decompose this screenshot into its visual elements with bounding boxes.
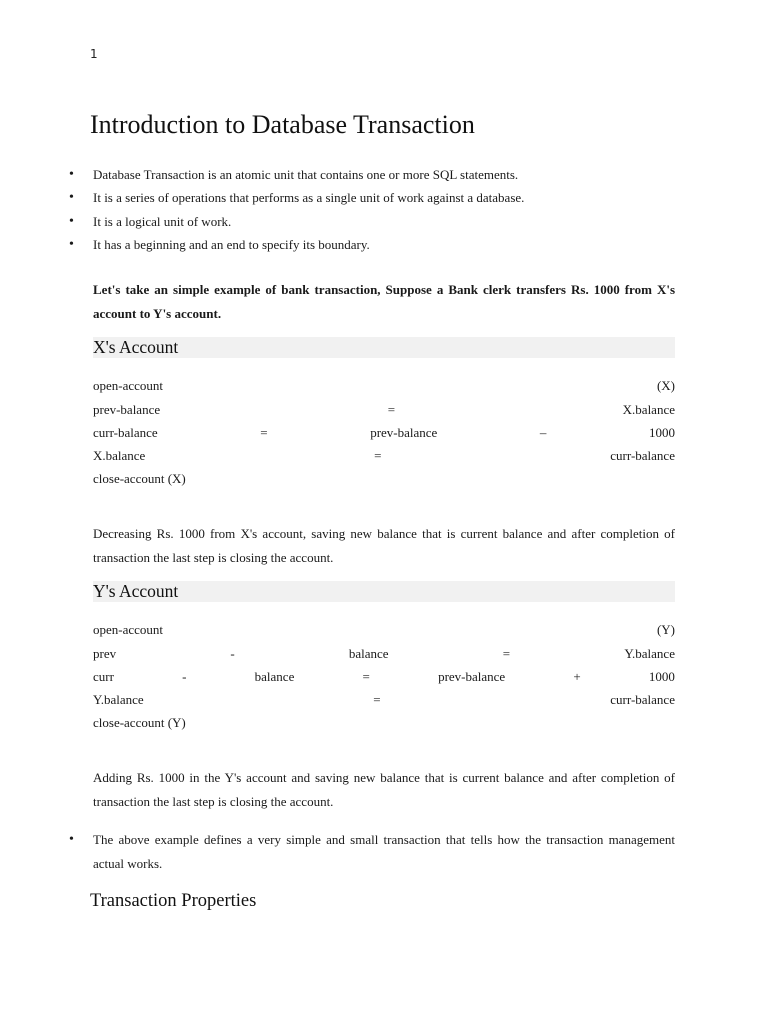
x-row-close: [93, 469, 675, 489]
text-cell: prev-balance: [93, 402, 161, 417]
x-row-prev: [93, 400, 675, 420]
y-row-curr: [93, 667, 675, 687]
intro-bullet-list: [93, 163, 675, 256]
section-title: Transaction Properties: [90, 891, 257, 911]
text-cell: =: [374, 448, 382, 463]
x-account-heading: X's Account: [93, 337, 675, 358]
text-cell: X.balance: [93, 448, 146, 463]
text-cell: curr-balance: [610, 448, 675, 463]
text-cell: =: [260, 425, 268, 440]
text-cell: prev-balance: [370, 425, 438, 440]
text-cell: +: [573, 669, 581, 684]
text-cell: -: [230, 646, 235, 661]
text-cell: curr: [93, 669, 114, 684]
y-row-prev: [93, 644, 675, 664]
text-cell: balance: [348, 646, 389, 661]
text-cell: (Y): [656, 622, 675, 637]
summary-bullet: • The above example defines a very simple and small transaction that tells how the transaction management actual works.: [93, 828, 675, 876]
text-cell: 1000: [648, 669, 675, 684]
x-row-open: [93, 376, 675, 396]
y-row-assign: [93, 690, 675, 710]
y-account-description: Adding Rs. 1000 in the Y's account and saving new balance that is current balance and after completion of transaction the last step is closing the account.: [93, 770, 675, 809]
list-item: • It is a series of operations that performs as a single unit of work against a database.: [93, 186, 675, 209]
list-item: • It has a beginning and an end to specify its boundary.: [93, 233, 675, 256]
text-cell: curr-balance: [93, 425, 158, 440]
text-cell: -: [182, 669, 187, 684]
text-cell: 1000: [648, 425, 675, 440]
example-intro: Let's take an simple example of bank transaction, Suppose a Bank clerk transfers Rs. 1000 from X's account to Y's account.: [93, 282, 675, 321]
y-row-open: [93, 620, 675, 640]
text-cell: Y.balance: [93, 692, 144, 707]
text-cell: =: [387, 402, 396, 417]
x-row-assign: [93, 446, 675, 466]
text-cell: balance: [254, 669, 295, 684]
text-cell: –: [539, 425, 547, 440]
text-cell: (X): [656, 378, 675, 393]
y-row-close: [93, 713, 675, 733]
x-row-curr: [93, 423, 675, 443]
text-cell: prev-balance: [438, 669, 506, 684]
text-cell: =: [502, 646, 511, 661]
page-number: 1: [90, 47, 98, 61]
text-cell: =: [373, 692, 381, 707]
list-item: • Database Transaction is an atomic unit that contains one or more SQL statements.: [93, 163, 675, 186]
text-cell: Y.balance: [624, 646, 675, 661]
text-cell: curr-balance: [610, 692, 675, 707]
text-cell: open-account: [93, 622, 164, 637]
text-cell: prev: [93, 646, 117, 661]
page-title: Introduction to Database Transaction: [90, 110, 475, 139]
text-cell: close-account (Y): [93, 715, 186, 730]
text-cell: close-account (X): [93, 471, 186, 486]
text-cell: open-account: [93, 378, 164, 393]
text-cell: =: [362, 669, 370, 684]
text-cell: X.balance: [622, 402, 675, 417]
list-item: • It is a logical unit of work.: [93, 210, 675, 233]
y-account-heading: Y's Account: [93, 581, 675, 602]
x-account-description: Decreasing Rs. 1000 from X's account, saving new balance that is current balance and after completion of transaction the last step is closing the account.: [93, 526, 675, 565]
